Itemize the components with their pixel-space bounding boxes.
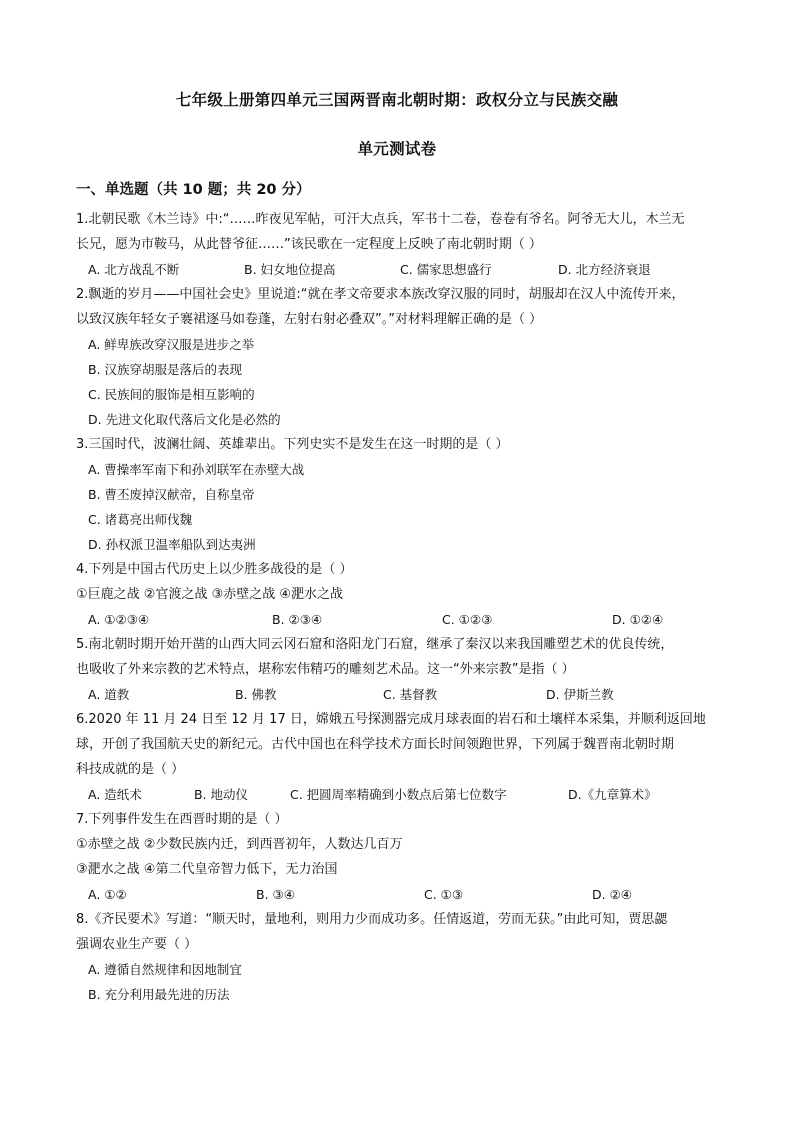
option-d: D. 北方经济衰退 — [558, 262, 651, 277]
option-d: D. 孙权派卫温率船队到达夷洲 — [88, 537, 256, 552]
question-text: 1.北朝民歌《木兰诗》中:“……昨夜见军帖，可汗大点兵，军书十二卷，卷卷有爷名。阿爷无大儿，木兰无 — [76, 212, 685, 227]
section-heading: 一、单选题（共 10 题；共 20 分） — [76, 182, 311, 198]
option-d: D.《九章算术》 — [568, 787, 657, 802]
question-text: 以致汉族年轻女子褰裙逐马如卷蓬，左射右射必叠双”。”对材料理解正确的是（ ） — [76, 312, 543, 327]
question-text: 长兄，愿为市鞍马，从此替爷征……”该民歌在一定程度上反映了南北朝时期（ ） — [76, 237, 542, 252]
page-subtitle: 单元测试卷 — [357, 140, 437, 158]
option-b: B. 妇女地位提高 — [244, 262, 336, 277]
question-text: 也吸收了外来宗教的艺术特点，堪称宏伟精巧的雕刻艺术品。这一“外来宗教”是指（ ） — [76, 662, 575, 677]
question-text: 2.飘逝的岁月——中国社会史》里说道:“就在孝文帝要求本族改穿汉服的同时，胡服却在汉人中流传开来， — [76, 287, 685, 302]
option-b: B. ②③④ — [272, 612, 323, 627]
question-text: 科技成就的是（ ） — [76, 762, 185, 777]
option-a: A. ①② — [88, 887, 127, 902]
option-a: A. 遵循自然规律和因地制宜 — [88, 962, 242, 977]
question-text: 强调农业生产要（ ） — [76, 937, 198, 952]
option-a: A. ①②③④ — [88, 612, 150, 627]
option-b: B. 曹丕废掉汉献帝，自称皇帝 — [88, 487, 255, 502]
option-c: C. 把圆周率精确到小数点后第七位数字 — [290, 787, 507, 802]
question-text: ③淝水之战 ④第二代皇帝智力低下，无力治国 — [76, 862, 338, 877]
option-b: B. ③④ — [256, 887, 295, 902]
option-a: A. 造纸术 — [88, 787, 142, 802]
option-b: B. 汉族穿胡服是落后的表现 — [88, 362, 243, 377]
question-text: 5.南北朝时期开始开凿的山西大同云冈石窟和洛阳龙门石窟，继承了秦汉以来我国雕塑艺术的优良传统， — [76, 637, 674, 652]
option-a: A. 北方战乱不断 — [88, 262, 180, 277]
option-d: D. ②④ — [592, 887, 632, 902]
option-a: A. 道教 — [88, 687, 130, 702]
question-text: 4.下列是中国古代历史上以少胜多战役的是（ ） — [76, 562, 353, 577]
question-text: 8.《齐民要术》写道：“顺天时，量地利，则用力少而成功多。任情返道，劳而无获。”由此可知，贾思勰 — [76, 912, 668, 927]
option-d: D. 先进文化取代落后文化是必然的 — [88, 412, 281, 427]
option-c: C. 民族间的服饰是相互影响的 — [88, 387, 255, 402]
option-c: C. 基督教 — [383, 687, 438, 702]
option-c: C. 儒家思想盛行 — [400, 262, 492, 277]
question-text: 6.2020 年 11 月 24 日至 12 月 17 日，嫦娥五号探测器完成月球表面的岩石和土壤样本采集，并顺利返回地 — [76, 712, 706, 727]
question-text: 3.三国时代，波澜壮阔、英雄辈出。下列史实不是发生在这一时期的是（ ） — [76, 437, 509, 452]
option-a: A. 鲜卑族改穿汉服是进步之举 — [88, 337, 255, 352]
option-c: C. ①③ — [424, 887, 464, 902]
option-b: B. 佛教 — [235, 687, 277, 702]
question-text: 球，开创了我国航天史的新纪元。古代中国也在科学技术方面长时间领跑世界，下列属于魏晋南北朝时期 — [76, 737, 675, 752]
option-c: C. ①②③ — [442, 612, 493, 627]
question-text: 7.下列事件发生在西晋时期的是（ ） — [76, 812, 288, 827]
page-title: 七年级上册第四单元三国两晋南北朝时期：政权分立与民族交融 — [175, 91, 619, 109]
question-text: ①赤壁之战 ②少数民族内迁，到西晋初年，人数达几百万 — [76, 837, 403, 852]
option-d: D. 伊斯兰教 — [546, 687, 614, 702]
option-d: D. ①②④ — [612, 612, 664, 627]
option-b: B. 充分利用最先进的历法 — [88, 987, 230, 1002]
option-a: A. 曹操率军南下和孙刘联军在赤壁大战 — [88, 462, 305, 477]
question-text: ①巨鹿之战 ②官渡之战 ③赤壁之战 ④淝水之战 — [76, 587, 344, 602]
option-c: C. 诸葛亮出师伐魏 — [88, 512, 193, 527]
option-b: B. 地动仪 — [194, 787, 249, 802]
